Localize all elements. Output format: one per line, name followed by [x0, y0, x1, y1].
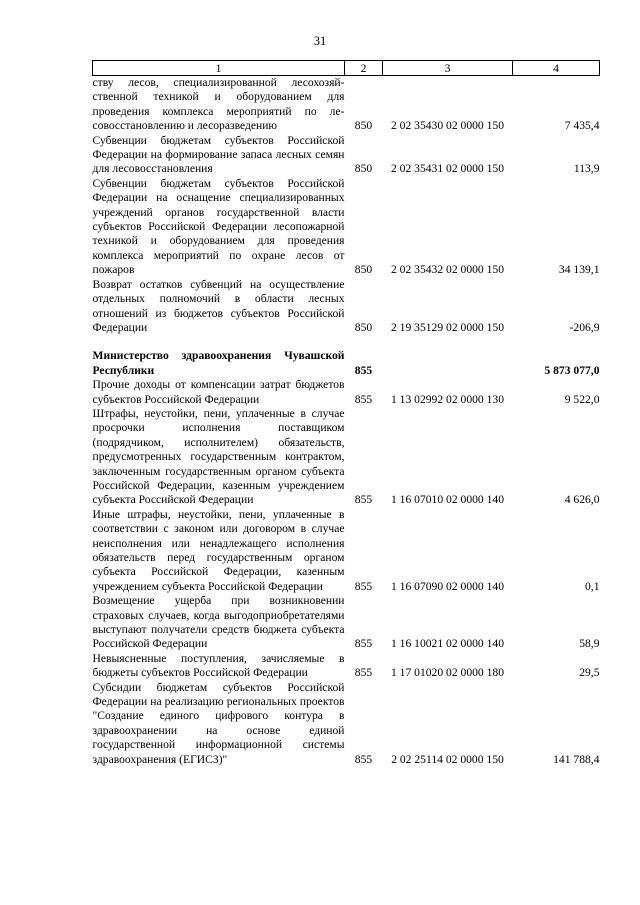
row-description: ству лесов, специализированной лесохозяйственной техникой и оборудованием для проведения комплекса мероприятий по лесовосстановлению и лесоразведению: [92, 76, 345, 133]
row-amount: 5 873 077,0: [544, 363, 600, 377]
row-budget-code: 2 02 25114 02 0000 150: [391, 752, 504, 766]
row-description: Возмещение ущерба при возникновении страховых случаев, когда выгодоприобретателями выступают получатели средств бюджета субъекта Российской Федерации: [92, 594, 345, 651]
table-row: [93, 508, 600, 594]
row-budget-code: 2 02 35432 02 0000 150: [390, 263, 505, 277]
table-row: [93, 407, 600, 508]
table-row: [93, 76, 600, 134]
row-amount: 141 788,4: [553, 752, 600, 766]
table-body: [93, 76, 600, 768]
table-row: [93, 594, 600, 652]
row-description: Субвенции бюджетам субъектов Российской Федерации на оснащение специализированных учреждений органов государственной власти субъектов Российской Федерации лесопожарной техникой и оборудованием для проведения комплекса мероприятий по охране лесов от пожаров: [92, 176, 345, 277]
row-admin-code: 855: [354, 752, 373, 766]
row-admin-code: 855: [354, 637, 373, 651]
spacer-cell: [93, 335, 600, 349]
row-admin-code: 855: [354, 363, 373, 377]
row-description: Субсидии бюджетам субъектов Российской Федерации на реализацию региональных проектов "Создание единого цифрового контура в здравоохранении на основе единой государственной информационной системы здравоохранения (ЕГИСЗ)": [92, 680, 345, 766]
column-header-4: 4: [513, 61, 600, 76]
table-header-row: [93, 61, 600, 76]
row-amount: 0,1: [585, 579, 600, 593]
row-amount: 29,5: [579, 666, 600, 680]
row-amount: 113,9: [573, 162, 600, 176]
row-amount: 9 522,0: [564, 392, 600, 406]
table-row: [93, 378, 600, 407]
budget-revenue-table: [92, 60, 600, 767]
table-row: [93, 652, 600, 681]
row-amount: 34 139,1: [558, 263, 600, 277]
row-admin-code: 855: [354, 579, 373, 593]
row-admin-code: 855: [354, 392, 373, 406]
row-budget-code: 1 16 07090 02 0000 140: [390, 579, 505, 593]
table-row: [93, 278, 600, 336]
section-spacer: [93, 335, 600, 349]
section-heading-row: [93, 349, 600, 378]
table-row: [93, 681, 600, 767]
page-number: 31: [313, 34, 327, 48]
row-admin-code: 850: [354, 162, 373, 176]
row-budget-code: 2 19 35129 02 0000 150: [390, 320, 505, 334]
column-header-1: 1: [93, 61, 345, 76]
table-row: [93, 177, 600, 278]
column-header-3: 3: [383, 61, 513, 76]
row-description: Иные штрафы, неустойки, пени, уплаченные в соответствии с законом или договором в случае неисполнения или ненадлежащего исполнения обязательств перед государственным органом субъекта Российской Федерации, казенным учреждением субъекта Российской Федерации: [92, 507, 345, 593]
row-admin-code: 855: [354, 493, 373, 507]
row-description: Возврат остатков субвенций на осуществление отдельных полномочий в области лесных отношений из бюджетов субъектов Российской Федерации: [92, 277, 345, 334]
row-description: Субвенции бюджетам субъектов Российской Федерации на формирование запаса лесных семян для лесовосстановления: [92, 133, 345, 176]
row-description: Прочие доходы от компенсации затрат бюджетов субъектов Российской Федерации: [92, 378, 345, 406]
table-row: [93, 134, 600, 177]
row-budget-code: 1 16 10021 02 0000 140: [390, 637, 505, 651]
row-description: Министерство здравоохранения Чувашской Республики: [92, 349, 345, 377]
row-admin-code: 850: [354, 119, 373, 133]
row-description: Штрафы, неустойки, пени, уплаченные в случае просрочки исполнения поставщиком (подрядчиком, исполнителем) обязательств, предусмотренных государственным контрактом, заключенным государственным органом субъекта Российской Федерации, казенным учреждением субъекта Российской Федерации: [92, 406, 345, 507]
row-budget-code: 1 13 02992 02 0000 130: [390, 392, 505, 406]
row-description: Невыясненные поступления, зачисляемые в бюджеты субъектов Российской Федерации: [92, 651, 345, 680]
row-budget-code: 1 16 07010 02 0000 140: [390, 493, 505, 507]
row-admin-code: 855: [354, 666, 373, 680]
row-budget-code: [383, 349, 513, 378]
row-amount: 7 435,4: [564, 119, 600, 133]
row-amount: -206,9: [569, 320, 600, 334]
row-admin-code: 850: [354, 320, 373, 334]
row-amount: 58,9: [579, 637, 600, 651]
row-amount: 4 626,0: [564, 493, 600, 507]
row-budget-code: 2 02 35430 02 0000 150: [390, 119, 505, 133]
row-admin-code: 850: [354, 263, 373, 277]
row-budget-code: 2 02 35431 02 0000 150: [390, 162, 505, 176]
column-header-2: 2: [345, 61, 383, 76]
row-budget-code: 1 17 01020 02 0000 180: [390, 666, 505, 680]
